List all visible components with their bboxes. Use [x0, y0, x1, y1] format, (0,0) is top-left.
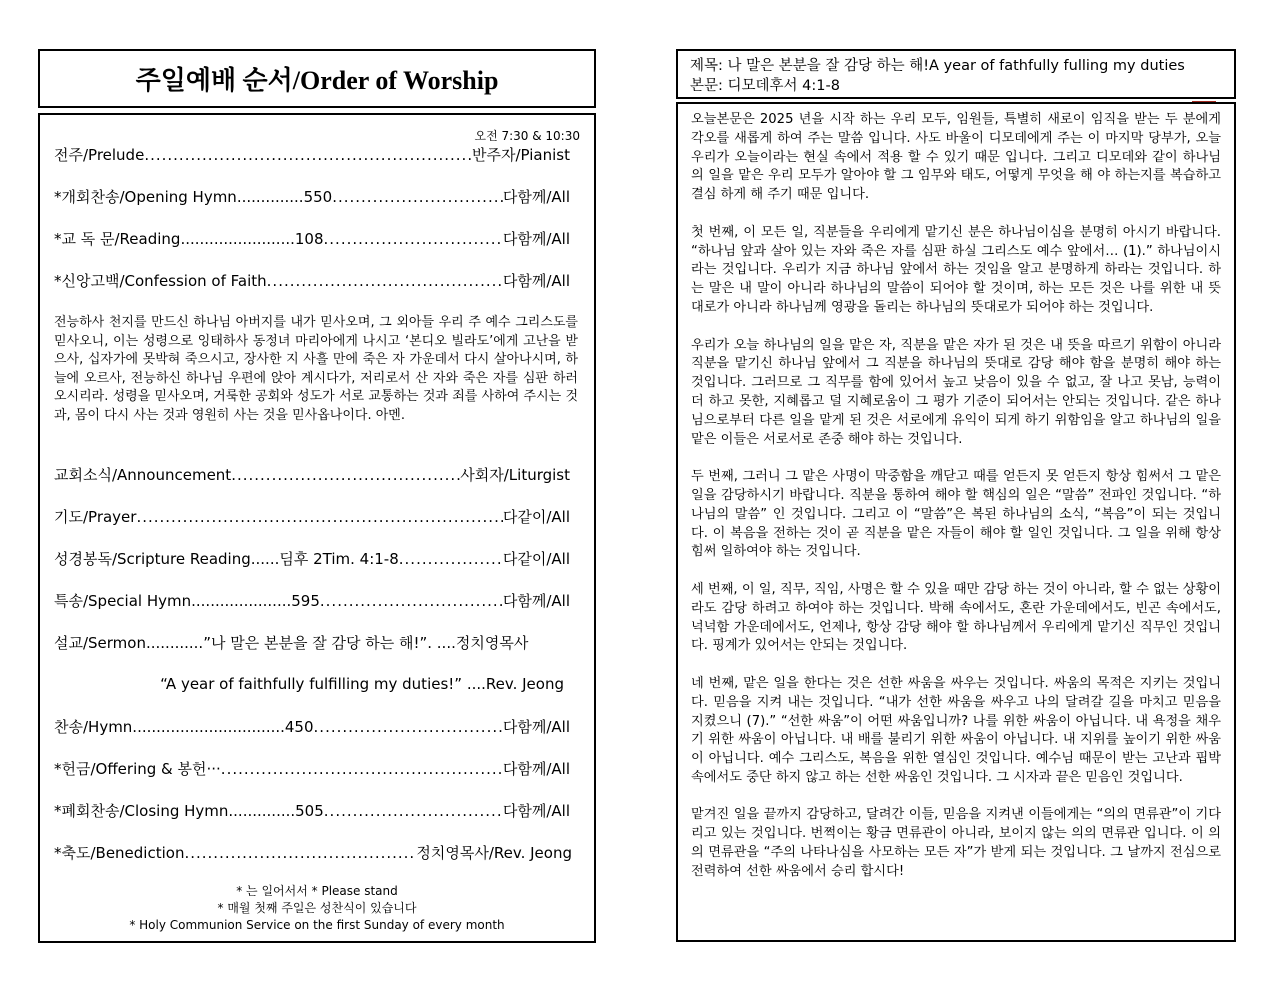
- sermon-paragraph: 우리가 오늘 하나님의 일을 맡은 자, 직분을 맡은 자가 된 것은 내 뜻을 따르기 위함이 아니라 직분을 맡기신 하나님 앞에서 그 직분을 하나님의 뜻대로 감당 해야 함을 분명히 해야 하는 것입니다. 그러므로 그 직무를 함에 있어서 높고 낮음이 있을 수 없고, 잘 나고 못남, 능력이 더 하고 못한, 지혜롭고 덜 지혜로움이 그 평가 기준이 되어서는 안되는 것입니다. 같은 하나님으로부터 다른 일을 맡게 된 것은 서로에게 유익이 되게 하기 위함임을 알고 하나님의 일을 맡은 이들은 서로서로 존중 해야 하는 것입니다.: [691, 337, 1221, 447]
- item-scripture: [54, 550, 570, 568]
- footer-note: * Holy Communion Service on the first Sunday of every month: [129, 918, 505, 932]
- sermon-header-box: [676, 49, 1236, 99]
- item-label: 교회소식/Announcement: [54, 466, 232, 484]
- sermon-paragraph: 네 번째, 맡은 일을 한다는 것은 선한 싸움을 싸우는 것입니다. 싸움의 목적은 지키는 것입니다. 믿음을 지켜 내는 것입니다. “내가 선한 싸움을 싸우고 나의 달려갈 길을 마치고 믿음을 지켰으니 (7).” “선한 싸움”이 어떤 싸움입니까? 나를 위한 싸움이 아닙니다. 내 욕정을 채우기 위한 싸움이 아닙니다. 내 배를 불리기 위한 싸움이 아닙니다. 내 지위를 높이기 위한 싸움이 아닙니다. 예수 그리스도, 복음을 위한 열심인 것입니다. 예수님 때문이 받는 고난과 핍박 속에서도 중단 하지 않고 하는 선한 싸움인 것입니다. 그 시자과 끝은 믿음인 것입니다.: [691, 675, 1221, 785]
- item-label: 기도/Prayer: [54, 508, 137, 526]
- order-of-worship-box: [38, 113, 596, 943]
- item-label: 전주/Prelude: [54, 146, 145, 164]
- item-prayer: [54, 508, 570, 526]
- item-label: 특송/Special Hymn.....................595: [54, 592, 320, 610]
- item-leader: 정치영목사/Rev. Jeong: [416, 844, 572, 862]
- apostles-creed: 전능하사 천지를 만드신 하나님 아버지를 내가 믿사오며, 그 외아들 우리 주 예수 그리스도를 믿사오니, 이는 성령으로 잉태하사 동정녀 마리아에게 나시고 ‘본디오 빌라도’에게 고난을 받으사, 십자가에 못박혀 죽으시고, 장사한 지 사흘 만에 죽은 자 가운데서 다시 살아나시며, 하늘에 오르사, 전능하신 하나님 우편에 앉아 계시다가, 저리로서 산 자와 죽은 자를 심판 하러 오시리라. 성령을 믿사오며, 거룩한 공회와 성도가 서로 교통하는 것과 죄를 사하여 주시는 것과, 몸이 다시 사는 것과 영원히 사는 것을 믿사옵나이다. 아멘.: [54, 315, 578, 423]
- item-announcement: [54, 466, 570, 484]
- sermon-paragraph: 오늘본문은 2025 년을 시작 하는 우리 모두, 임원들, 특별히 새로이 임직을 받는 두 분에게 각오를 새롭게 하여 주는 말씀 입니다. 사도 바울이 디모데에게 주는 이 마지막 당부가, 오늘 우리가 오늘이라는 현실 속에서 적용 할 수 있기 때문 입니다. 그리고 디모데와 같이 하나님의 일을 맡은 우리 모두가 알아야 할 그 임무와 태도, 어떻게 무엇을 해 야 하는지를 복습하고 결심 하게 해 주기 때문 입니다.: [691, 112, 1221, 203]
- service-time: 오전 7:30 & 10:30: [474, 129, 580, 143]
- item-label: *신앙고백/Confession of Faith: [54, 272, 267, 290]
- order-title-box: [38, 49, 596, 108]
- item-hymn: [54, 718, 570, 736]
- item-label: 성경봉독/Scripture Reading......딤후 2Tim. 4:1-8: [54, 550, 399, 568]
- item-leader: 다함께/All: [502, 188, 570, 206]
- item-leader: 다함께/All: [502, 802, 570, 820]
- footer-notes: [40, 883, 594, 934]
- sermon-subject: 제목: 나 말은 본분을 잘 감당 하는 해!A year of fathfully fulling my duties: [690, 58, 1185, 74]
- item-leader: 반주자/Pianist: [472, 146, 570, 164]
- item-leader: 다함께/All: [502, 592, 570, 610]
- item-label: *축도/Benediction: [54, 844, 185, 862]
- item-label: 설교/Sermon............”나 말은 본분을 잘 감당 하는 해!”. ....정치영목사: [54, 634, 529, 652]
- item-prelude: [54, 146, 570, 164]
- item-label: *개회찬송/Opening Hymn..............550: [54, 188, 333, 206]
- item-opening-hymn: [54, 188, 570, 206]
- sermon-paragraph: 세 번째, 이 일, 직무, 직임, 사명은 할 수 있을 때만 감당 하는 것이 아니라, 할 수 없는 상황이라도 감당 하려고 하여야 하는 것입니다. 박해 속에서도, 혼란 가운데에서도, 빈곤 속에서도, 넉넉함 가운데에서도, 언제나, 항상 감당 해야 할 하나님께서 우리에게 맡기신 직무인 것입니다. 핑계가 있어서는 안되는 것입니다.: [691, 581, 1221, 654]
- item-confession: [54, 272, 570, 290]
- item-closing-hymn: [54, 802, 570, 820]
- item-label: *헌금/Offering & 봉헌···: [54, 760, 221, 778]
- item-sermon: [54, 634, 570, 652]
- item-reading: [54, 230, 570, 248]
- sermon-paragraph: 첫 번째, 이 모든 일, 직분들을 우리에게 맡기신 분은 하나님이심을 분명히 아시기 바랍니다. “하나님 앞과 살아 있는 자와 죽은 자를 심판 하실 그리스도 예수 앞에서… (1).” 하나님이시라는 것입니다. 우리가 지금 하나님 앞에서 하는 것임을 알고 분명하게 하라는 것입니다. 하는 말은 내 말이 아니라 하나님의 말씀이 되어야 할 것이며, 하는 모든 것은 나를 위한 내 뜻 대로가 아니라 하나님께 영광을 돌리는 하나님의 뜻대로가 되어야 하는 것입니다.: [691, 224, 1221, 315]
- item-leader: 다같이/All: [502, 550, 570, 568]
- item-leader: 다함께/All: [502, 272, 570, 290]
- sermon-paragraph: 두 번째, 그러니 그 맡은 사명이 막중함을 깨닫고 때를 얻든지 못 얻든지 항상 힘써서 그 맡은 일을 감당하시기 바랍니다. 직분을 통하여 해야 할 핵심의 일은 “말씀” 전파인 것입니다. “하나님의 말씀” 인 것입니다. 그리고 이 “말씀”은 복된 하나님의 소식, “복음”이 되는 것입니다. 이 복음을 전하는 것이 곧 직분을 맡은 자들이 해야 할 일인 것입니다. 그 일을 위해 항상 힘써 일하여야 하는 것입니다.: [691, 469, 1221, 560]
- footer-note: * 는 일어서서 * Please stand: [236, 884, 398, 898]
- item-leader: 다함께/All: [502, 718, 570, 736]
- item-special-hymn: [54, 592, 570, 610]
- sermon-body-box: [676, 102, 1236, 942]
- item-label: 찬송/Hymn................................450: [54, 718, 314, 736]
- order-title: 주일예배 순서/Order of Worship: [135, 66, 499, 95]
- item-leader: 사회자/Liturgist: [460, 466, 570, 484]
- item-benediction: [54, 844, 572, 862]
- item-label: *교 독 문/Reading........................108: [54, 230, 324, 248]
- item-leader: 다같이/All: [502, 508, 570, 526]
- item-leader: 다함께/All: [502, 760, 570, 778]
- sermon-text-reference: 본문: 디모데후서 4:1-8: [690, 78, 840, 94]
- sermon-english-title: “A year of faithfully fulfilling my duties!” ....Rev. Jeong: [160, 675, 564, 693]
- item-leader: 다함께/All: [502, 230, 570, 248]
- item-label: *폐회찬송/Closing Hymn..............505: [54, 802, 324, 820]
- footer-note: * 매월 첫째 주일은 성찬식이 있습니다: [217, 901, 417, 915]
- sermon-body: [691, 111, 1221, 900]
- sermon-paragraph: 맡겨진 일을 끝까지 감당하고, 달려간 이들, 믿음을 지켜낸 이들에게는 “의의 면류관”이 기다리고 있는 것입니다. 번쩍이는 황금 면류관이 아니라, 보이지 않는 의의 면류관 입니다. 이 의의 면류관을 “주의 나타나심을 사모하는 모든 자”가 받게 되는 것입니다. 그 날까지 전심으로 전력하여 선한 싸움에서 승리 합시다!: [691, 807, 1221, 879]
- item-offering: [54, 760, 570, 778]
